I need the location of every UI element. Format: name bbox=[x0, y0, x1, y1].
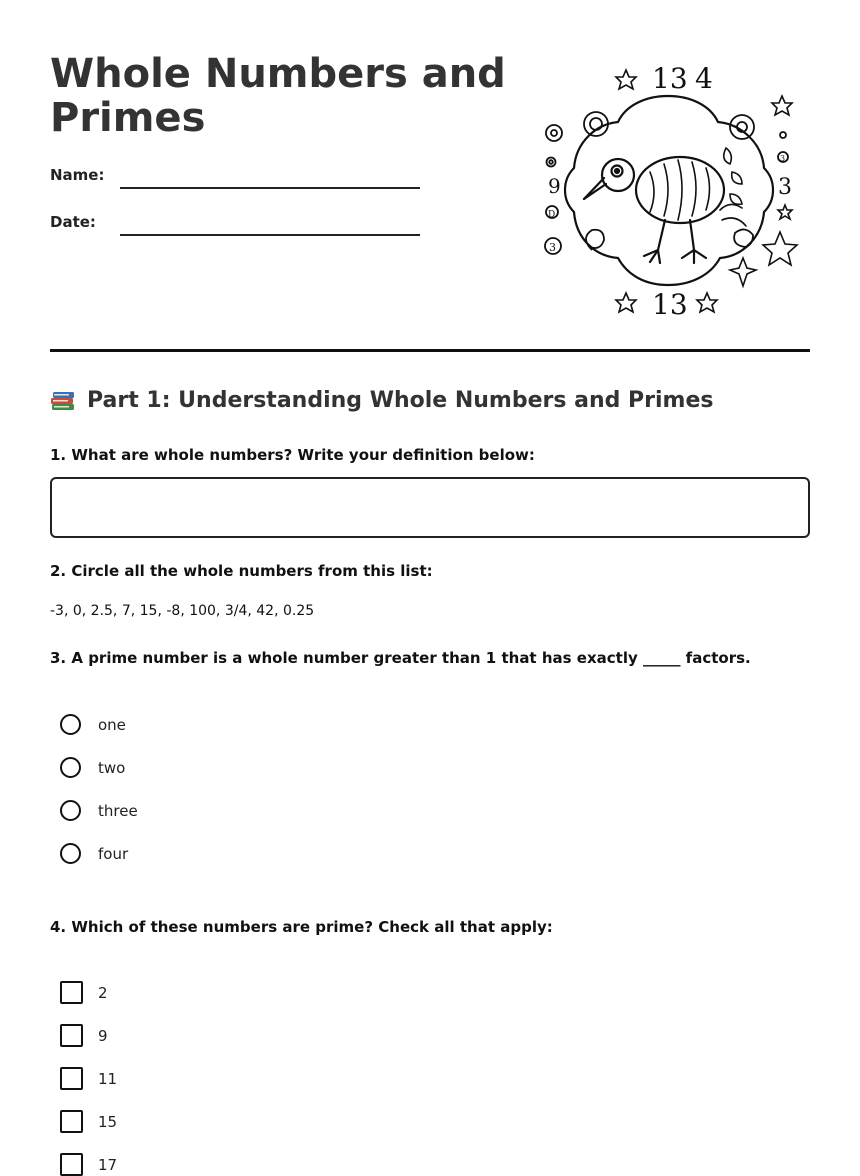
number-13-bottom: 13 bbox=[652, 288, 688, 315]
date-label: Date: bbox=[50, 213, 96, 231]
question-3: 3. A prime number is a whole number greater than 1 that has exactly _____ factors. bbox=[50, 649, 751, 667]
symbol-9: 9 bbox=[548, 174, 561, 198]
question-2: 2. Circle all the whole numbers from this list: bbox=[50, 562, 433, 580]
part1-heading bbox=[50, 388, 714, 413]
symbol-3-left: 3 bbox=[549, 241, 556, 254]
radio-button[interactable] bbox=[60, 843, 81, 864]
option-label: 9 bbox=[98, 1026, 108, 1045]
q3-option-one[interactable] bbox=[60, 714, 126, 735]
q4-option-17[interactable] bbox=[60, 1153, 117, 1176]
title-line-2: Primes bbox=[50, 95, 206, 141]
q4-option-11[interactable] bbox=[60, 1067, 117, 1090]
number-13-top: 13 bbox=[652, 62, 688, 95]
radio-button[interactable] bbox=[60, 800, 81, 821]
checkbox[interactable] bbox=[60, 1067, 83, 1090]
q3-option-four[interactable] bbox=[60, 843, 128, 864]
q4-option-9[interactable] bbox=[60, 1024, 108, 1047]
kiwi-bird-icon bbox=[584, 148, 746, 263]
checkbox[interactable] bbox=[60, 981, 83, 1004]
question-4: 4. Which of these numbers are prime? Check all that apply: bbox=[50, 918, 553, 936]
radio-button[interactable] bbox=[60, 757, 81, 778]
q4-option-2[interactable] bbox=[60, 981, 108, 1004]
option-label: one bbox=[98, 715, 126, 734]
name-label: Name: bbox=[50, 166, 105, 184]
checkbox[interactable] bbox=[60, 1024, 83, 1047]
number-3-right: 3 bbox=[778, 175, 792, 200]
books-icon bbox=[50, 390, 76, 412]
option-label: 2 bbox=[98, 983, 108, 1002]
q2-number-list[interactable]: -3, 0, 2.5, 7, 15, -8, 100, 3/4, 42, 0.25 bbox=[50, 603, 315, 619]
q1-answer-box[interactable] bbox=[50, 477, 810, 538]
option-label: 17 bbox=[98, 1155, 118, 1174]
q3-option-three[interactable] bbox=[60, 800, 138, 821]
option-label: 11 bbox=[98, 1069, 118, 1088]
symbol-3-small: 3 bbox=[780, 154, 786, 163]
header-divider bbox=[50, 349, 810, 352]
option-label: three bbox=[98, 801, 138, 820]
name-field[interactable] bbox=[120, 187, 420, 189]
part1-heading-text: Part 1: Understanding Whole Numbers and Primes bbox=[87, 388, 714, 413]
option-label: two bbox=[98, 758, 126, 777]
kiwi-bird-illustration bbox=[540, 60, 800, 315]
checkbox[interactable] bbox=[60, 1110, 83, 1133]
radio-button[interactable] bbox=[60, 714, 81, 735]
q4-option-15[interactable] bbox=[60, 1110, 117, 1133]
question-1: 1. What are whole numbers? Write your definition below: bbox=[50, 446, 535, 464]
worksheet-title bbox=[50, 52, 510, 140]
symbol-d: D bbox=[548, 210, 556, 220]
option-label: 15 bbox=[98, 1112, 118, 1131]
date-field[interactable] bbox=[120, 234, 420, 236]
title-line-1: Whole Numbers and bbox=[50, 51, 506, 97]
checkbox[interactable] bbox=[60, 1153, 83, 1176]
option-label: four bbox=[98, 844, 129, 863]
number-4: 4 bbox=[695, 62, 713, 95]
q3-option-two[interactable] bbox=[60, 757, 125, 778]
